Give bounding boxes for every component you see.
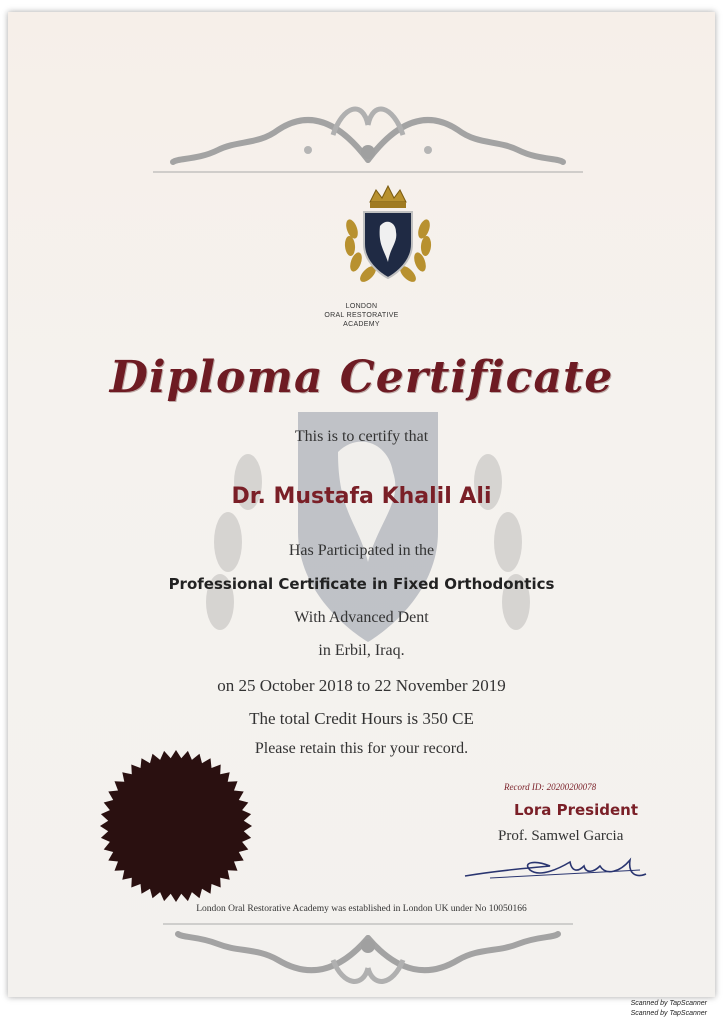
scanner-watermark-2: Scanned by TapScanner <box>630 1010 707 1017</box>
retain-text: Please retain this for your record. <box>254 740 469 757</box>
dates-text: on 25 October 2018 to 22 November 2019 <box>217 676 506 695</box>
credit-hours-text: The total Credit Hours is 350 CE <box>249 709 474 728</box>
top-ornament <box>148 100 588 180</box>
academy-name-line3: ACADEMY <box>343 321 380 328</box>
bottom-ornament <box>158 918 578 988</box>
recipient-name: Dr. Mustafa Khalil Ali <box>231 484 492 509</box>
participated-text: Has Participated in the <box>288 542 435 559</box>
record-id: Record ID: 20200200078 <box>504 782 597 792</box>
signer-name: Prof. Samwel Garcia <box>498 828 624 844</box>
with-text: With Advanced Dent <box>294 609 429 626</box>
certificate-paper <box>8 12 715 997</box>
seal <box>96 746 256 906</box>
intro-text: This is to certify that <box>294 428 429 445</box>
academy-name-line2: ORAL RESTORATIVE <box>324 312 399 319</box>
course-name: Professional Certificate in Fixed Orthodontics <box>168 575 555 593</box>
location-text: in Erbil, Iraq. <box>318 642 405 659</box>
academy-name-line1: LONDON <box>345 303 378 310</box>
footer-text: London Oral Restorative Academy was established in London UK under No 10050166 <box>196 904 527 914</box>
signer-role: Lora President <box>514 801 638 819</box>
academy-emblem <box>338 184 438 294</box>
certificate-title: Diploma Certificate <box>109 352 614 403</box>
signature <box>460 848 650 888</box>
scanner-watermark-1: Scanned by TapScanner <box>630 1000 707 1007</box>
